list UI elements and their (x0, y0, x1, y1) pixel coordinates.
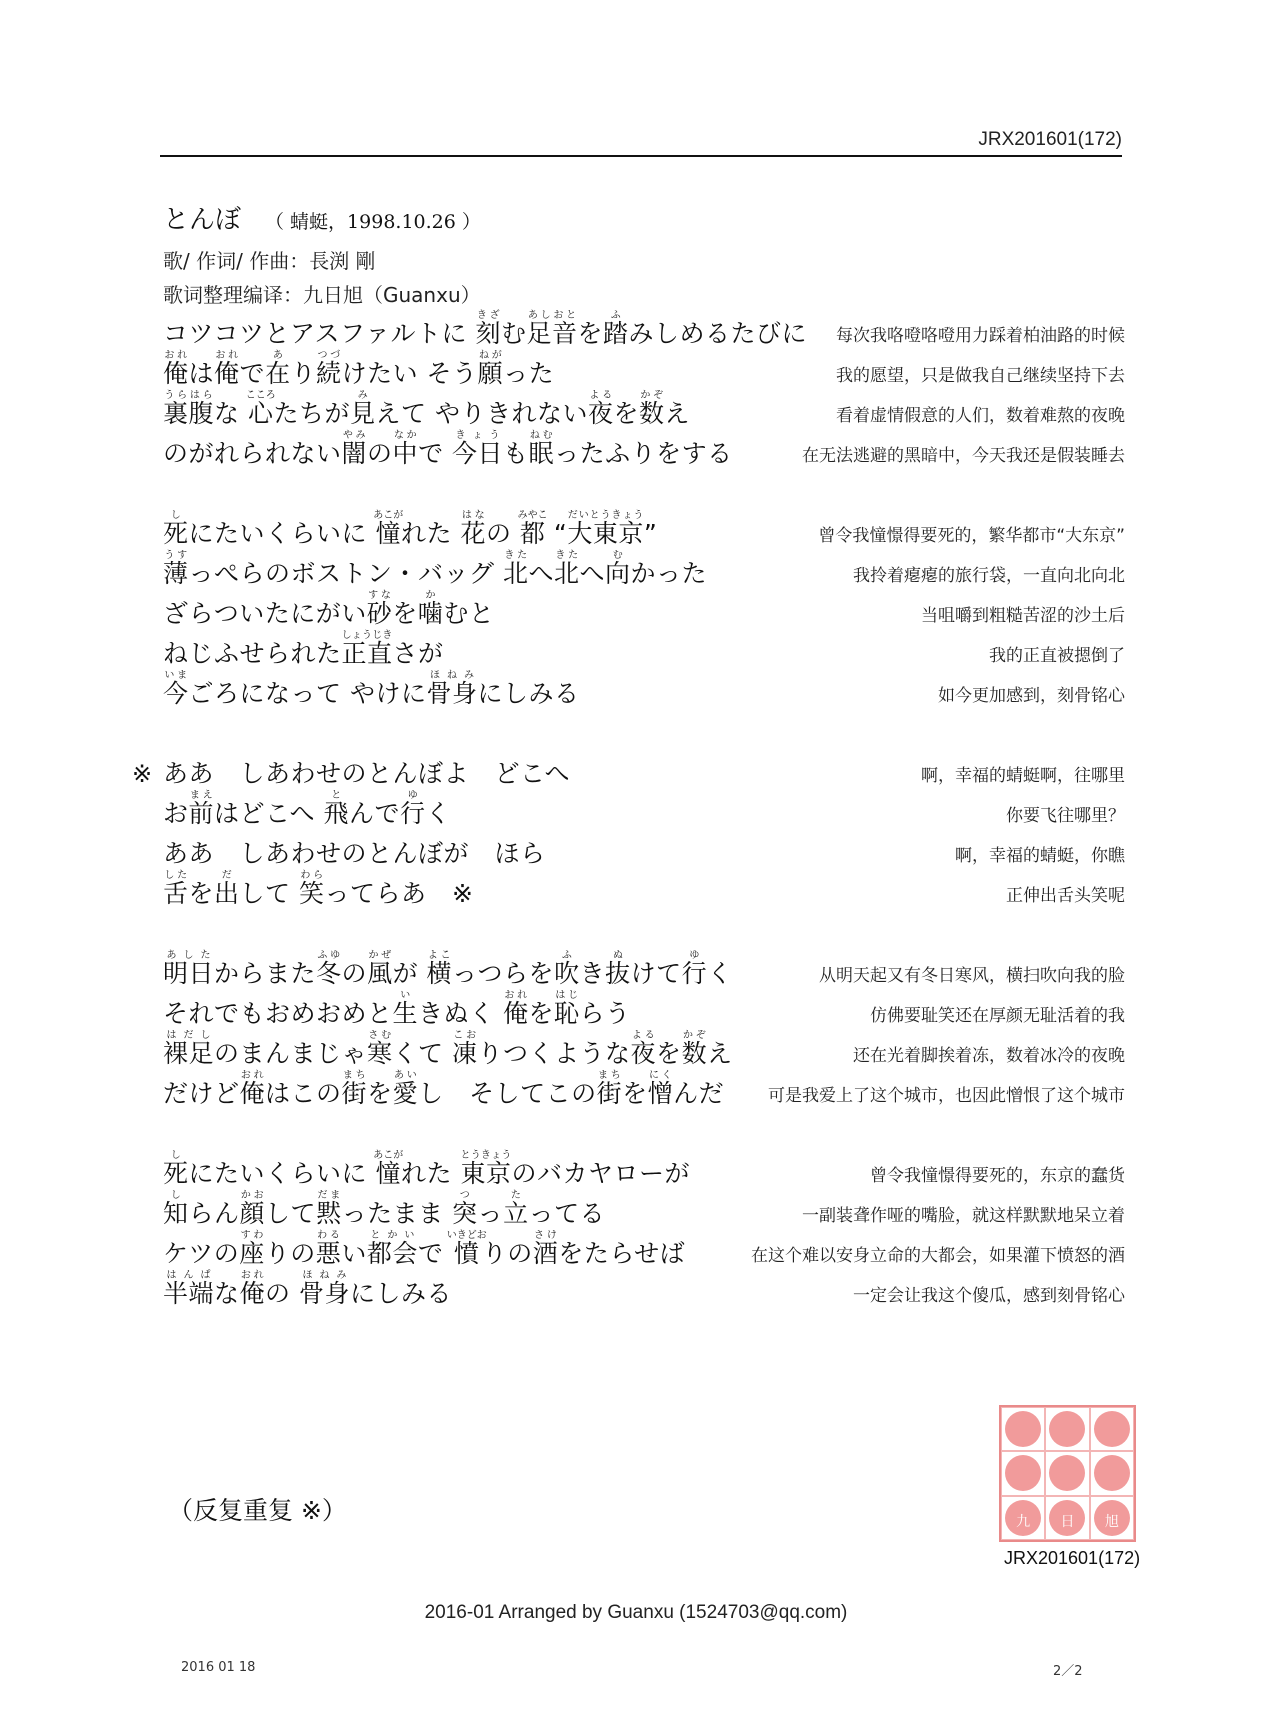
lyric-chinese-translation: 我的正直被摁倒了 (989, 646, 1125, 666)
document-id-footer: JRX201601(172) (1004, 1548, 1141, 1568)
lyric-chinese-translation: 一副装聋作哑的嘴脸，就这样默默地呆立着 (802, 1206, 1125, 1226)
lyric-line (163, 666, 1125, 710)
lyric-japanese: お前まえはどこへ 飛とんで行ゆく (163, 790, 452, 828)
furigana-word: 憧あこが (373, 1150, 404, 1188)
lyric-chinese-translation: 还在光着脚挨着冻，数着冰冷的夜晚 (853, 1046, 1125, 1066)
furigana-word: 続つづ (316, 350, 342, 388)
lyric-chinese-translation: 曾令我憧憬得要死的，繁华都市“大东京” (818, 526, 1125, 546)
furigana-word: 横よこ (426, 950, 453, 988)
lyric-japanese: 裏腹うらはらな 心こころたちが見みえて やりきれない夜よるを数かぞえ (163, 390, 691, 428)
lyric-line (163, 746, 1125, 790)
lyric-line (163, 426, 1125, 470)
furigana-word: 冬ふゆ (316, 950, 342, 988)
seal-dot (1094, 1455, 1130, 1491)
furigana-word: 北きた (554, 550, 580, 588)
furigana-word: 舌した (163, 870, 189, 908)
lyric-line (163, 986, 1125, 1030)
furigana-word: 生い (392, 990, 419, 1028)
lyric-line (163, 1226, 1125, 1270)
furigana-word: 半端はんぱ (163, 1270, 215, 1308)
document-id-header: JRX201601(172) (978, 129, 1122, 150)
lyric-line (163, 946, 1125, 990)
lyric-japanese: 死しにたいくらいに 憧あこがれた 花はなの 都みやこ “大東京だいとうきょう” (163, 510, 658, 548)
credits-line: 歌词整理编译：九日旭（Guanxu） (163, 283, 481, 307)
furigana-word: 裏腹うらはら (163, 390, 215, 428)
seal-dot (1005, 1455, 1041, 1491)
lyric-chinese-translation: 在这个难以安身立命的大都会，如果灌下愤怒的酒 (751, 1246, 1125, 1266)
furigana-word: 恥はじ (554, 990, 580, 1028)
furigana-word: 砂すな (366, 590, 393, 628)
credits-line: 歌/ 作词/ 作曲：長渕 剛 (163, 249, 376, 273)
furigana-word: 骨身ほねみ (426, 670, 478, 708)
furigana-word: 黙だま (316, 1190, 342, 1228)
furigana-word: 花はな (460, 510, 486, 548)
lyric-japanese: それでもおめおめと生いきぬく 俺おれを恥はじらう (163, 990, 631, 1028)
furigana-word: 夜よる (587, 390, 614, 428)
song-credits (163, 244, 481, 312)
lyric-japanese: 半端はんぱな俺おれの 骨身ほねみにしみる (163, 1270, 453, 1308)
furigana-word: 凍こお (452, 1030, 478, 1068)
furigana-word: 向む (605, 550, 631, 588)
lyric-japanese: 舌したを出だして 笑わらってらあ ※ (163, 870, 474, 908)
furigana-word: 憧あこが (373, 510, 404, 548)
lyric-japanese: 今いまごろになって やけに骨身ほねみにしみる (163, 670, 580, 708)
furigana-word: 悪わる (315, 1230, 342, 1268)
lyric-chinese-translation: 曾令我憧憬得要死的，东京的蠢货 (870, 1166, 1125, 1186)
furigana-word: 見み (350, 390, 376, 428)
lyric-japanese: だけど俺おれはこの街まちを愛あいし そしてこの街まちを憎にくんだ (163, 1070, 725, 1108)
lyric-line (163, 386, 1125, 430)
furigana-word: 踏ふ (603, 310, 629, 348)
furigana-word: 在あ (265, 350, 291, 388)
seal-character: 九 (1005, 1500, 1041, 1536)
furigana-word: 立た (503, 1190, 529, 1228)
lyric-japanese: コツコツとアスファルトに 刻きざむ足音あしおとを踏ふみしめるたびに (163, 310, 808, 348)
lyric-chinese-translation: 我拎着瘪瘪的旅行袋，一直向北向北 (853, 566, 1125, 586)
furigana-word: 俺おれ (239, 1070, 266, 1108)
lyric-line (163, 546, 1125, 590)
lyric-japanese: 知しらん顔かおして黙だまったまま 突つっ立たってる (163, 1190, 606, 1228)
lyric-japanese: のがれられない闇やみの中なかで 今日きょうも眠ねむったふりをする (163, 430, 733, 468)
furigana-word: 憎にく (647, 1070, 674, 1108)
seal-cell (1045, 1451, 1089, 1495)
lyric-japanese: 死しにたいくらいに 憧あこがれた 東京とうきょうのバカヤローが (163, 1150, 690, 1188)
lyric-line (163, 1146, 1125, 1190)
furigana-word: 東京とうきょう (460, 1150, 512, 1188)
lyric-chinese-translation: 啊，幸福的蜻蜓，你瞧 (955, 846, 1125, 866)
furigana-word: 噛か (417, 590, 444, 628)
lyric-japanese: 裸足はだしのまんまじゃ寒さむくて 凍こおりつくような夜よるを数かぞえ (163, 1030, 733, 1068)
seal-cell (1045, 1496, 1089, 1540)
lyric-chinese-translation: 我的愿望，只是做我自己继续坚持下去 (836, 366, 1125, 386)
lyric-chinese-translation: 啊，幸福的蜻蜓啊，往哪里 (921, 766, 1125, 786)
furigana-word: 寒さむ (367, 1030, 393, 1068)
lyric-chinese-translation: 仿佛要耻笑还在厚颜无耻活着的我 (870, 1006, 1125, 1026)
furigana-word: 憤いきどお (446, 1230, 487, 1268)
furigana-word: 裸足はだし (163, 1030, 215, 1068)
lyric-line (163, 866, 1125, 910)
lyric-line (163, 1266, 1125, 1310)
lyric-chinese-translation: 从明天起又有冬日寒风，横扫吹向我的脸 (819, 966, 1125, 986)
furigana-word: 俺おれ (163, 350, 189, 388)
furigana-word: 北きた (502, 550, 529, 588)
seal-cell (1090, 1407, 1134, 1451)
furigana-word: 吹ふ (554, 950, 580, 988)
seal-dot (1094, 1411, 1130, 1447)
furigana-word: 出だ (214, 870, 240, 908)
seal-cell (1090, 1451, 1134, 1495)
seal-cell (1045, 1407, 1089, 1451)
furigana-word: 笑わら (299, 870, 325, 908)
furigana-word: 都みやこ (517, 510, 548, 548)
lyric-line (163, 346, 1125, 390)
lyric-line (163, 1186, 1125, 1230)
lyric-japanese: 明日あしたからまた冬ふゆの風かぜが 横よこっつらを吹ふき抜ぬけて行ゆく (163, 950, 733, 988)
seal-cell (1001, 1451, 1045, 1495)
furigana-word: 眠ねむ (528, 430, 555, 468)
lyric-chinese-translation: 正伸出舌头笑呢 (1006, 886, 1125, 906)
furigana-word: 風かぜ (367, 950, 393, 988)
lyric-japanese: 俺おれは俺おれで在あり続つづけたい そう願ねがった (163, 350, 555, 388)
furigana-word: 都会とかい (366, 1230, 418, 1268)
furigana-word: 中なか (392, 430, 419, 468)
furigana-word: 知し (163, 1190, 189, 1228)
seal-dot (1049, 1411, 1085, 1447)
seal-stamp (999, 1405, 1136, 1542)
furigana-word: 大東京だいとうきょう (567, 510, 644, 548)
furigana-word: 街まち (596, 1070, 623, 1108)
seal-cell (1090, 1496, 1134, 1540)
lyric-chinese-translation: 每次我咯噔咯噔用力踩着柏油路的时候 (836, 326, 1125, 346)
lyric-chinese-translation: 如今更加感到，刻骨铭心 (938, 686, 1125, 706)
furigana-word: 俺おれ (239, 1270, 266, 1308)
lyric-japanese: ああ しあわせのとんぼが ほら (163, 839, 546, 868)
lyric-chinese-translation: 一定会让我这个傻瓜，感到刻骨铭心 (853, 1286, 1125, 1306)
seal-cell (1001, 1407, 1045, 1451)
footer-arranged-by: 2016-01 Arranged by Guanxu (1524703@qq.com) (424, 1602, 848, 1623)
seal-dot (1049, 1455, 1085, 1491)
furigana-word: 薄うす (163, 550, 189, 588)
footer-date: 2016 01 18 (181, 1660, 256, 1675)
furigana-word: 愛あい (392, 1070, 419, 1108)
lyric-japanese: 薄うすっぺらのボストン・バッグ 北きたへ北きたへ向むかった (163, 550, 708, 588)
seal-dot (1005, 1411, 1041, 1447)
song-title-text: とんぼ (163, 205, 242, 235)
lyric-chinese-translation: 看着虚情假意的人们，数着难熬的夜晚 (836, 406, 1125, 426)
furigana-word: 数かぞ (639, 390, 665, 428)
lyric-japanese: ケツの座すわりの悪わるい都会とかいで 憤いきどおりの酒さけをたらせば (163, 1230, 686, 1268)
furigana-word: 酒さけ (532, 1230, 559, 1268)
furigana-word: 願ねが (477, 350, 504, 388)
seal-character: 旭 (1094, 1500, 1130, 1536)
lyric-line (163, 506, 1125, 550)
footer-page-number: 2／2 (1053, 1664, 1083, 1679)
lyric-chinese-translation: 当咀嚼到粗糙苦涩的沙土后 (921, 606, 1125, 626)
lyric-line (163, 826, 1125, 870)
seal-cell (1001, 1496, 1045, 1540)
repeat-note: （反复重复 ※） (168, 1496, 347, 1525)
furigana-word: 死し (163, 1150, 189, 1188)
song-subtitle: （ 蜻蜓，1998.10.26 ） (265, 211, 481, 233)
lyric-line (163, 1066, 1125, 1110)
furigana-word: 心こころ (245, 390, 276, 428)
furigana-word: 突つ (452, 1190, 478, 1228)
lyric-line (163, 1026, 1125, 1070)
furigana-word: 死し (163, 510, 189, 548)
furigana-word: 明日あした (163, 950, 215, 988)
lyric-line (163, 586, 1125, 630)
furigana-word: 行ゆ (681, 950, 708, 988)
lyric-line (163, 786, 1125, 830)
furigana-word: 俺おれ (214, 350, 240, 388)
chorus-marker: ※ (132, 760, 153, 788)
furigana-word: 俺おれ (502, 990, 529, 1028)
furigana-word: 今日きょう (452, 430, 504, 468)
furigana-word: 街まち (341, 1070, 368, 1108)
lyric-japanese: ねじふせられた正直しょうじきさが (163, 630, 444, 668)
furigana-word: 足音あしおと (526, 310, 578, 348)
lyric-line (163, 626, 1125, 670)
lyric-chinese-translation: 在无法逃避的黑暗中，今天我还是假装睡去 (802, 446, 1125, 466)
furigana-word: 骨身ほねみ (299, 1270, 351, 1308)
furigana-word: 前まえ (188, 790, 215, 828)
furigana-word: 正直しょうじき (341, 630, 393, 668)
furigana-word: 座すわ (239, 1230, 265, 1268)
song-title (163, 199, 481, 236)
furigana-word: 行ゆ (400, 790, 426, 828)
lyric-line (163, 306, 1125, 350)
lyric-japanese: ざらついたにがい砂すなを噛かむと (163, 590, 495, 628)
furigana-word: 刻きざ (475, 310, 501, 348)
furigana-word: 今いま (163, 670, 189, 708)
furigana-word: 数かぞ (681, 1030, 708, 1068)
lyric-chinese-translation: 你要飞往哪里？ (1006, 806, 1125, 826)
furigana-word: 闇やみ (341, 430, 368, 468)
furigana-word: 顔かお (239, 1190, 266, 1228)
furigana-word: 夜よる (630, 1030, 657, 1068)
furigana-word: 飛と (323, 790, 349, 828)
seal-character: 日 (1049, 1500, 1085, 1536)
header-rule (160, 155, 1122, 157)
lyric-chinese-translation: 可是我爱上了这个城市，也因此憎恨了这个城市 (768, 1086, 1125, 1106)
furigana-word: 抜ぬ (605, 950, 631, 988)
lyric-japanese: ああ しあわせのとんぼよ どこへ (163, 759, 571, 788)
